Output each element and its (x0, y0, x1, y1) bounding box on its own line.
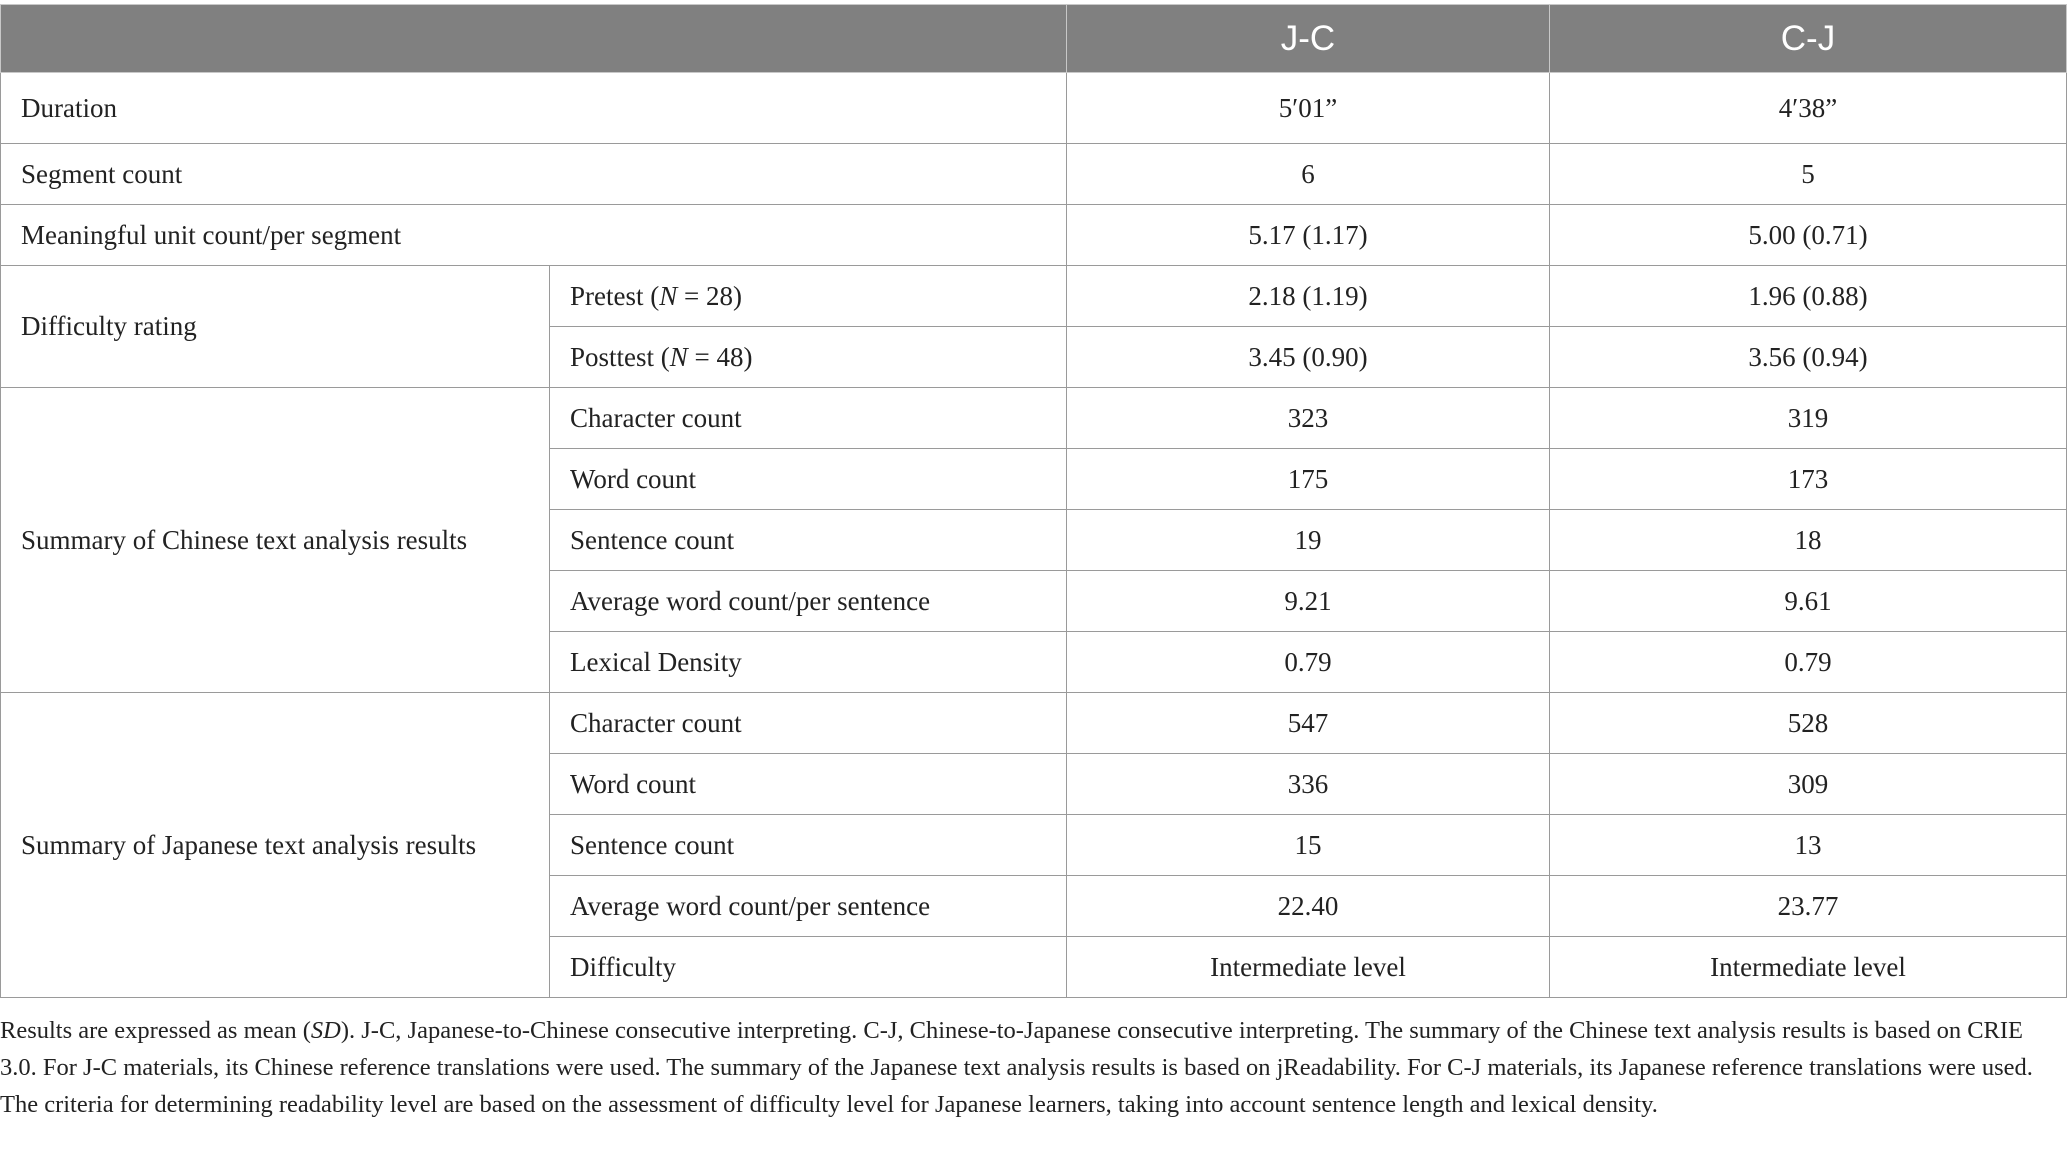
sub-label: Average word count/per sentence (550, 876, 1067, 937)
cell-cj: 13 (1550, 815, 2067, 876)
cell-jc: 323 (1067, 388, 1550, 449)
sub-label: Word count (550, 449, 1067, 510)
cell-cj: 18 (1550, 510, 2067, 571)
cell-cj: 5.00 (0.71) (1550, 205, 2067, 266)
cell-jc: 15 (1067, 815, 1550, 876)
table-row (1, 388, 2067, 449)
group-label-chinese-summary: Summary of Chinese text analysis results (1, 388, 550, 693)
n-symbol: N (659, 280, 678, 311)
cell-jc: 3.45 (0.90) (1067, 327, 1550, 388)
sub-label: Difficulty (550, 937, 1067, 998)
cell-cj: 1.96 (0.88) (1550, 266, 2067, 327)
header-row (1, 5, 2067, 73)
cell-jc: 22.40 (1067, 876, 1550, 937)
cell-jc: 19 (1067, 510, 1550, 571)
posttest-prefix: Posttest ( (570, 341, 670, 372)
cell-cj: 3.56 (0.94) (1550, 327, 2067, 388)
table-container (0, 4, 2067, 998)
table-footnote (0, 1012, 2052, 1123)
cell-cj: 319 (1550, 388, 2067, 449)
row-label: Duration (1, 73, 1067, 144)
cell-jc: 175 (1067, 449, 1550, 510)
pretest-prefix: Pretest ( (570, 280, 660, 311)
cell-jc: 547 (1067, 693, 1550, 754)
table-row (1, 693, 2067, 754)
cell-jc: 9.21 (1067, 571, 1550, 632)
n-symbol: N (669, 341, 688, 372)
table-row-segment-count (1, 144, 2067, 205)
sub-label: Sentence count (550, 815, 1067, 876)
sub-label: Lexical Density (550, 632, 1067, 693)
row-label: Meaningful unit count/per segment (1, 205, 1067, 266)
header-cj: C-J (1550, 5, 2067, 73)
header-jc: J-C (1067, 5, 1550, 73)
sub-label: Character count (550, 693, 1067, 754)
sub-label: Sentence count (550, 510, 1067, 571)
sub-label-pretest (550, 266, 1067, 327)
table-row-duration (1, 73, 2067, 144)
header-blank (1, 5, 1067, 73)
cell-cj: 5 (1550, 144, 2067, 205)
cell-cj: 528 (1550, 693, 2067, 754)
sub-label-posttest (550, 327, 1067, 388)
sub-label: Average word count/per sentence (550, 571, 1067, 632)
footnote-sd: SD (310, 1017, 341, 1044)
cell-jc: Intermediate level (1067, 937, 1550, 998)
sub-label: Character count (550, 388, 1067, 449)
table-row-pretest (1, 266, 2067, 327)
data-table (0, 4, 2067, 998)
cell-jc: 5.17 (1.17) (1067, 205, 1550, 266)
cell-jc: 2.18 (1.19) (1067, 266, 1550, 327)
footnote-part2: ). J-C, Japanese-to-Chinese consecutive interpreting. C-J, Chinese-to-Japanese consecutive interpreting. The summary of the Chinese text analysis results is based on CRIE 3.0. For J-C materials, its Chinese reference translations were used. The summary of the Japanese text analysis results is based on jReadability. For C-J materials, its Japanese reference translations were used. The criteria for determining readability level are based on the assessment of difficulty level for Japanese learners, taking into account sentence length and lexical density. (0, 1017, 2033, 1118)
cell-cj: 0.79 (1550, 632, 2067, 693)
cell-cj: 4′38” (1550, 73, 2067, 144)
cell-cj: 309 (1550, 754, 2067, 815)
cell-cj: 173 (1550, 449, 2067, 510)
cell-cj: Intermediate level (1550, 937, 2067, 998)
cell-cj: 23.77 (1550, 876, 2067, 937)
group-label-difficulty-rating: Difficulty rating (1, 266, 550, 388)
cell-jc: 0.79 (1067, 632, 1550, 693)
cell-jc: 5′01” (1067, 73, 1550, 144)
table-row-meaningful-unit (1, 205, 2067, 266)
cell-cj: 9.61 (1550, 571, 2067, 632)
sub-label: Word count (550, 754, 1067, 815)
footnote-part1: Results are expressed as mean ( (0, 1017, 311, 1044)
pretest-n-value: = 28) (677, 280, 742, 311)
cell-jc: 6 (1067, 144, 1550, 205)
posttest-n-value: = 48) (687, 341, 753, 372)
group-label-japanese-summary: Summary of Japanese text analysis results (1, 693, 550, 998)
row-label: Segment count (1, 144, 1067, 205)
cell-jc: 336 (1067, 754, 1550, 815)
